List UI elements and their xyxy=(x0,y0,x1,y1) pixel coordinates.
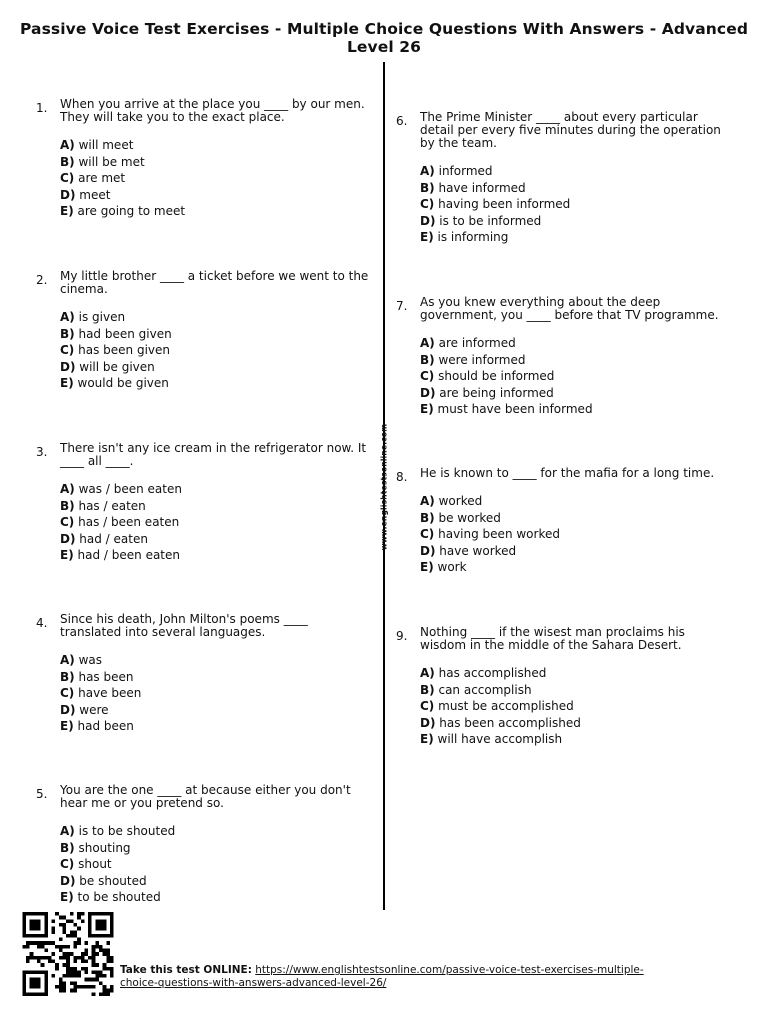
question-number: 1. xyxy=(36,101,48,115)
option-letter: E) xyxy=(60,719,74,733)
answer-option[interactable] xyxy=(60,531,372,548)
option-text: having been informed xyxy=(438,197,571,211)
question-number: 3. xyxy=(36,445,48,459)
answer-option[interactable] xyxy=(60,154,372,171)
answer-options xyxy=(60,652,372,735)
answer-option[interactable] xyxy=(60,889,372,906)
option-text: were informed xyxy=(438,352,526,367)
option-letter: B) xyxy=(60,154,75,169)
option-letter: A) xyxy=(420,336,435,350)
option-text: shouting xyxy=(78,840,131,855)
option-text: has been accomplished xyxy=(439,715,581,730)
option-letter: B) xyxy=(420,180,435,195)
option-letter: E) xyxy=(60,890,74,904)
page-title: Passive Voice Test Exercises - Multiple Choice Questions With Answers - Advanced Level 26 xyxy=(19,20,749,56)
option-text: must have been informed xyxy=(437,402,593,416)
option-text: have informed xyxy=(438,180,526,195)
answer-option[interactable] xyxy=(60,309,372,326)
option-letter: B) xyxy=(60,326,75,341)
answer-option[interactable] xyxy=(420,526,732,543)
option-letter: D) xyxy=(60,187,76,202)
answer-options xyxy=(60,481,372,564)
option-text: informed xyxy=(438,164,493,178)
option-text: are informed xyxy=(438,336,516,350)
answer-option[interactable] xyxy=(60,856,372,873)
answer-option[interactable] xyxy=(420,352,732,369)
option-letter: C) xyxy=(60,686,75,700)
option-letter: C) xyxy=(60,343,75,357)
footer-label: Take this test ONLINE: xyxy=(120,964,252,976)
question-8 xyxy=(396,466,732,576)
question-number: 7. xyxy=(396,299,408,313)
option-text: had / been eaten xyxy=(77,548,180,562)
answer-option[interactable] xyxy=(60,840,372,857)
option-letter: E) xyxy=(420,732,434,746)
option-letter: E) xyxy=(60,548,74,562)
question-number: 6. xyxy=(396,114,408,128)
option-letter: A) xyxy=(60,310,75,324)
option-text: is informing xyxy=(437,230,509,244)
option-letter: E) xyxy=(420,230,434,244)
question-7 xyxy=(396,295,732,418)
option-letter: E) xyxy=(420,560,434,574)
answer-options xyxy=(420,163,732,246)
answer-option[interactable] xyxy=(60,547,372,564)
option-letter: A) xyxy=(60,824,75,838)
option-text: was xyxy=(78,653,103,667)
option-text: will be given xyxy=(79,359,155,374)
answer-option[interactable] xyxy=(60,685,372,702)
answer-option[interactable] xyxy=(60,652,372,669)
option-text: to be shouted xyxy=(77,890,161,904)
answer-option[interactable] xyxy=(60,342,372,359)
answer-option[interactable] xyxy=(420,368,732,385)
option-text: had been xyxy=(77,719,134,733)
option-text: has / been eaten xyxy=(78,515,180,529)
option-text: are met xyxy=(78,171,126,185)
option-letter: B) xyxy=(60,669,75,684)
option-text: has / eaten xyxy=(78,498,146,513)
answer-option[interactable] xyxy=(60,514,372,531)
question-text: There isn't any ice cream in the refrigerator now. It ____ all ____. xyxy=(60,441,367,468)
option-letter: D) xyxy=(420,213,436,228)
option-text: must be accomplished xyxy=(438,699,574,713)
question-text: You are the one ____ at because either you don't hear me or you pretend so. xyxy=(60,783,351,810)
question-text: The Prime Minister ____ about every particular detail per every five minutes during the operation by the team. xyxy=(420,110,721,150)
option-text: has been given xyxy=(78,343,170,357)
qr-code-icon xyxy=(22,912,114,996)
question-number: 4. xyxy=(36,616,48,630)
question-number: 2. xyxy=(36,273,48,287)
option-letter: D) xyxy=(420,715,436,730)
option-letter: C) xyxy=(420,369,435,383)
option-text: will have accomplish xyxy=(437,732,563,746)
option-letter: D) xyxy=(60,702,76,717)
question-9 xyxy=(396,625,732,748)
option-text: worked xyxy=(438,494,483,508)
option-letter: A) xyxy=(420,164,435,178)
answer-option[interactable] xyxy=(420,196,732,213)
option-text: are going to meet xyxy=(77,204,186,218)
test-online-link[interactable]: https://www.englishtestsonline.com/passive-voice-test-exercises-multiple-choice-questions-with-answers-advanced-level-26/ xyxy=(120,964,644,989)
option-text: be worked xyxy=(438,510,501,525)
option-letter: D) xyxy=(60,531,76,546)
answer-option[interactable] xyxy=(420,335,732,352)
option-text: should be informed xyxy=(438,369,555,383)
question-text: My little brother ____ a ticket before we went to the cinema. xyxy=(60,269,369,296)
option-text: had / eaten xyxy=(79,531,148,546)
answer-option[interactable] xyxy=(420,163,732,180)
footer xyxy=(120,964,680,990)
option-text: were xyxy=(79,702,109,717)
option-letter: C) xyxy=(60,515,75,529)
answer-option[interactable] xyxy=(60,187,372,204)
answer-option[interactable] xyxy=(420,385,732,402)
answer-option[interactable] xyxy=(60,359,372,376)
option-letter: A) xyxy=(420,494,435,508)
option-text: will be met xyxy=(78,154,145,169)
answer-option[interactable] xyxy=(420,213,732,230)
answer-option[interactable] xyxy=(420,180,732,197)
option-letter: E) xyxy=(60,204,74,218)
option-letter: B) xyxy=(420,682,435,697)
option-text: are being informed xyxy=(439,385,554,400)
question-5 xyxy=(36,783,372,906)
option-text: have been xyxy=(78,686,142,700)
answer-option[interactable] xyxy=(420,229,732,246)
answer-options xyxy=(420,665,732,748)
answer-option[interactable] xyxy=(420,493,732,510)
question-text: He is known to ____ for the mafia for a long time. xyxy=(420,466,715,480)
option-letter: A) xyxy=(60,482,75,496)
option-text: has accomplished xyxy=(438,666,547,680)
option-letter: C) xyxy=(60,857,75,871)
option-letter: C) xyxy=(420,197,435,211)
question-number: 9. xyxy=(396,629,408,643)
answer-option[interactable] xyxy=(420,731,732,748)
answer-option[interactable] xyxy=(60,669,372,686)
option-text: be shouted xyxy=(79,873,147,888)
option-text: will meet xyxy=(78,138,134,152)
answer-option[interactable] xyxy=(420,559,732,576)
option-letter: B) xyxy=(420,510,435,525)
question-number: 5. xyxy=(36,787,48,801)
option-letter: B) xyxy=(60,498,75,513)
option-letter: A) xyxy=(60,138,75,152)
option-text: was / been eaten xyxy=(78,482,182,496)
option-text: can accomplish xyxy=(438,682,532,697)
option-letter: D) xyxy=(60,873,76,888)
answer-option[interactable] xyxy=(420,543,732,560)
option-text: have worked xyxy=(439,543,517,558)
answer-option[interactable] xyxy=(60,203,372,220)
option-text: is given xyxy=(78,310,126,324)
answer-option[interactable] xyxy=(60,498,372,515)
question-text: As you knew everything about the deep government, you ____ before that TV programme. xyxy=(420,295,719,322)
answer-options xyxy=(60,309,372,392)
option-text: having been worked xyxy=(438,527,560,541)
question-text: Since his death, John Milton's poems ____ translated into several languages. xyxy=(60,612,308,639)
option-letter: D) xyxy=(420,385,436,400)
option-letter: C) xyxy=(60,171,75,185)
answer-option[interactable] xyxy=(420,715,732,732)
option-letter: B) xyxy=(60,840,75,855)
answer-options xyxy=(60,823,372,906)
question-3 xyxy=(36,441,372,564)
option-letter: C) xyxy=(420,699,435,713)
question-number: 8. xyxy=(396,470,408,484)
site-url-vertical: www.englishtestsonline.com xyxy=(379,423,389,551)
question-text: Nothing ____ if the wisest man proclaims his wisdom in the middle of the Sahara Desert. xyxy=(420,625,685,652)
answer-option[interactable] xyxy=(420,510,732,527)
answer-option[interactable] xyxy=(60,170,372,187)
option-text: is to be informed xyxy=(439,213,542,228)
answer-option[interactable] xyxy=(60,375,372,392)
option-text: work xyxy=(437,560,467,574)
option-letter: C) xyxy=(420,527,435,541)
answer-option[interactable] xyxy=(420,682,732,699)
answer-option[interactable] xyxy=(420,401,732,418)
option-text: would be given xyxy=(77,376,169,390)
option-letter: D) xyxy=(60,359,76,374)
option-text: had been given xyxy=(78,326,172,341)
option-letter: A) xyxy=(60,653,75,667)
option-text: shout xyxy=(78,857,112,871)
option-letter: E) xyxy=(420,402,434,416)
option-letter: E) xyxy=(60,376,74,390)
question-1 xyxy=(36,97,372,220)
option-letter: A) xyxy=(420,666,435,680)
answer-options xyxy=(60,137,372,220)
answer-option[interactable] xyxy=(60,823,372,840)
question-4 xyxy=(36,612,372,735)
option-text: has been xyxy=(78,669,134,684)
question-6 xyxy=(396,110,732,246)
question-2 xyxy=(36,269,372,392)
answer-options xyxy=(420,335,732,418)
answer-option[interactable] xyxy=(60,873,372,890)
option-text: meet xyxy=(79,187,111,202)
answer-option[interactable] xyxy=(60,137,372,154)
option-text: is to be shouted xyxy=(78,824,176,838)
answer-option[interactable] xyxy=(420,698,732,715)
answer-option[interactable] xyxy=(60,481,372,498)
option-letter: B) xyxy=(420,352,435,367)
answer-option[interactable] xyxy=(60,702,372,719)
answer-options xyxy=(420,493,732,576)
answer-option[interactable] xyxy=(60,326,372,343)
answer-option[interactable] xyxy=(420,665,732,682)
question-text: When you arrive at the place you ____ by our men. They will take you to the exact place. xyxy=(60,97,365,124)
option-letter: D) xyxy=(420,543,436,558)
answer-option[interactable] xyxy=(60,718,372,735)
